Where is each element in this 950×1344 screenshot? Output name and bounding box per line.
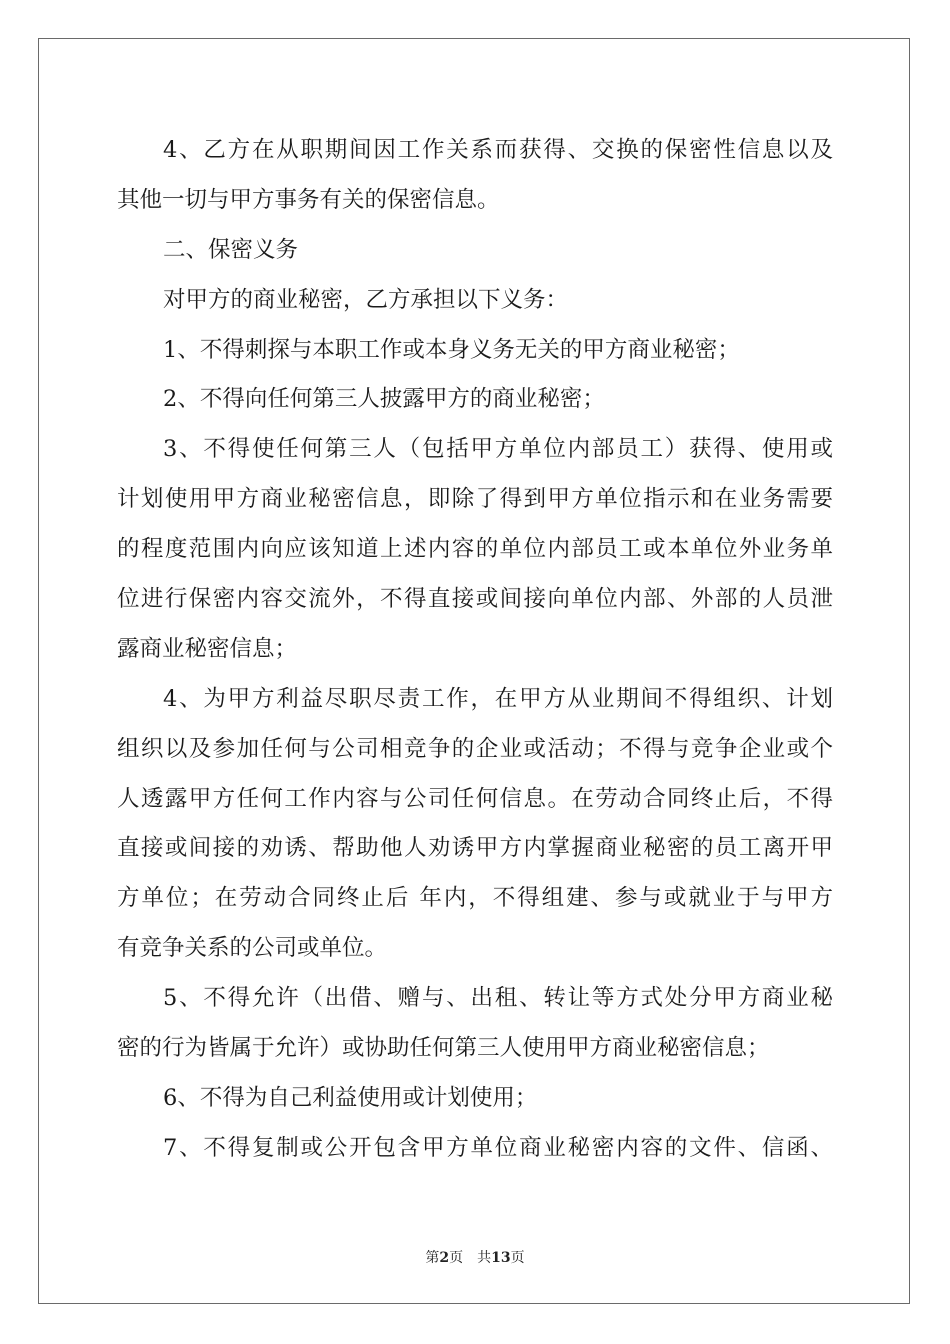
document-body — [117, 126, 833, 1174]
paragraph-line: 计划使用甲方商业秘密信息，即除了得到甲方单位指示和在业务需要 — [117, 486, 833, 513]
paragraph-line: 1、不得刺探与本职工作或本身义务无关的甲方商业秘密； — [163, 336, 740, 363]
paragraph-line: 7、不得复制或公开包含甲方单位商业秘密内容的文件、信函、 — [163, 1134, 833, 1161]
paragraph-line: 其他一切与甲方事务有关的保密信息。 — [117, 186, 500, 213]
section-heading: 二、保密义务 — [163, 236, 299, 263]
total-suffix: 页 — [510, 1250, 525, 1266]
paragraph-line: 组织以及参加任何与公司相竞争的企业或活动；不得与竞争企业或个 — [117, 735, 833, 762]
paragraph-line: 直接或间接的劝诱、帮助他人劝诱甲方内掌握商业秘密的员工离开甲 — [117, 835, 833, 862]
page-footer — [0, 1247, 950, 1267]
paragraph-line: 方单位；在劳动合同终止后 年内，不得组建、参与或就业于与甲方 — [117, 885, 833, 912]
paragraph-line: 密的行为皆属于允许）或协助任何第三人使用甲方商业秘密信息； — [117, 1035, 770, 1062]
paragraph-line: 6、不得为自己利益使用或计划使用； — [163, 1084, 538, 1111]
paragraph-line: 位进行保密内容交流外，不得直接或间接向单位内部、外部的人员泄 — [117, 586, 833, 613]
paragraph-line: 3、不得使任何第三人（包括甲方单位内部员工）获得、使用或 — [163, 436, 833, 463]
paragraph-line: 对甲方的商业秘密，乙方承担以下义务： — [163, 286, 569, 313]
paragraph-line: 露商业秘密信息； — [117, 635, 298, 662]
paragraph-line: 2、不得向任何第三人披露甲方的商业秘密； — [163, 386, 605, 413]
paragraph-line: 人透露甲方任何工作内容与公司任何信息。在劳动合同终止后，不得 — [117, 785, 833, 812]
page-number: 2 — [439, 1250, 450, 1266]
paragraph-line: 有竞争关系的公司或单位。 — [117, 935, 388, 962]
paragraph-line: 4、乙方在从职期间因工作关系而获得、交换的保密性信息以及 — [163, 137, 833, 163]
total-pages: 13 — [491, 1250, 511, 1266]
page-suffix: 页 — [449, 1250, 464, 1266]
paragraph-line: 5、不得允许（出借、赠与、出租、转让等方式处分甲方商业秘 — [163, 985, 833, 1012]
total-prefix: 共 — [477, 1250, 492, 1266]
paragraph-line: 的程度范围内向应该知道上述内容的单位内部员工或本单位外业务单 — [117, 536, 833, 563]
paragraph-line: 4、为甲方利益尽职尽责工作，在甲方从业期间不得组织、计划 — [163, 685, 833, 712]
page-prefix: 第 — [425, 1250, 440, 1266]
